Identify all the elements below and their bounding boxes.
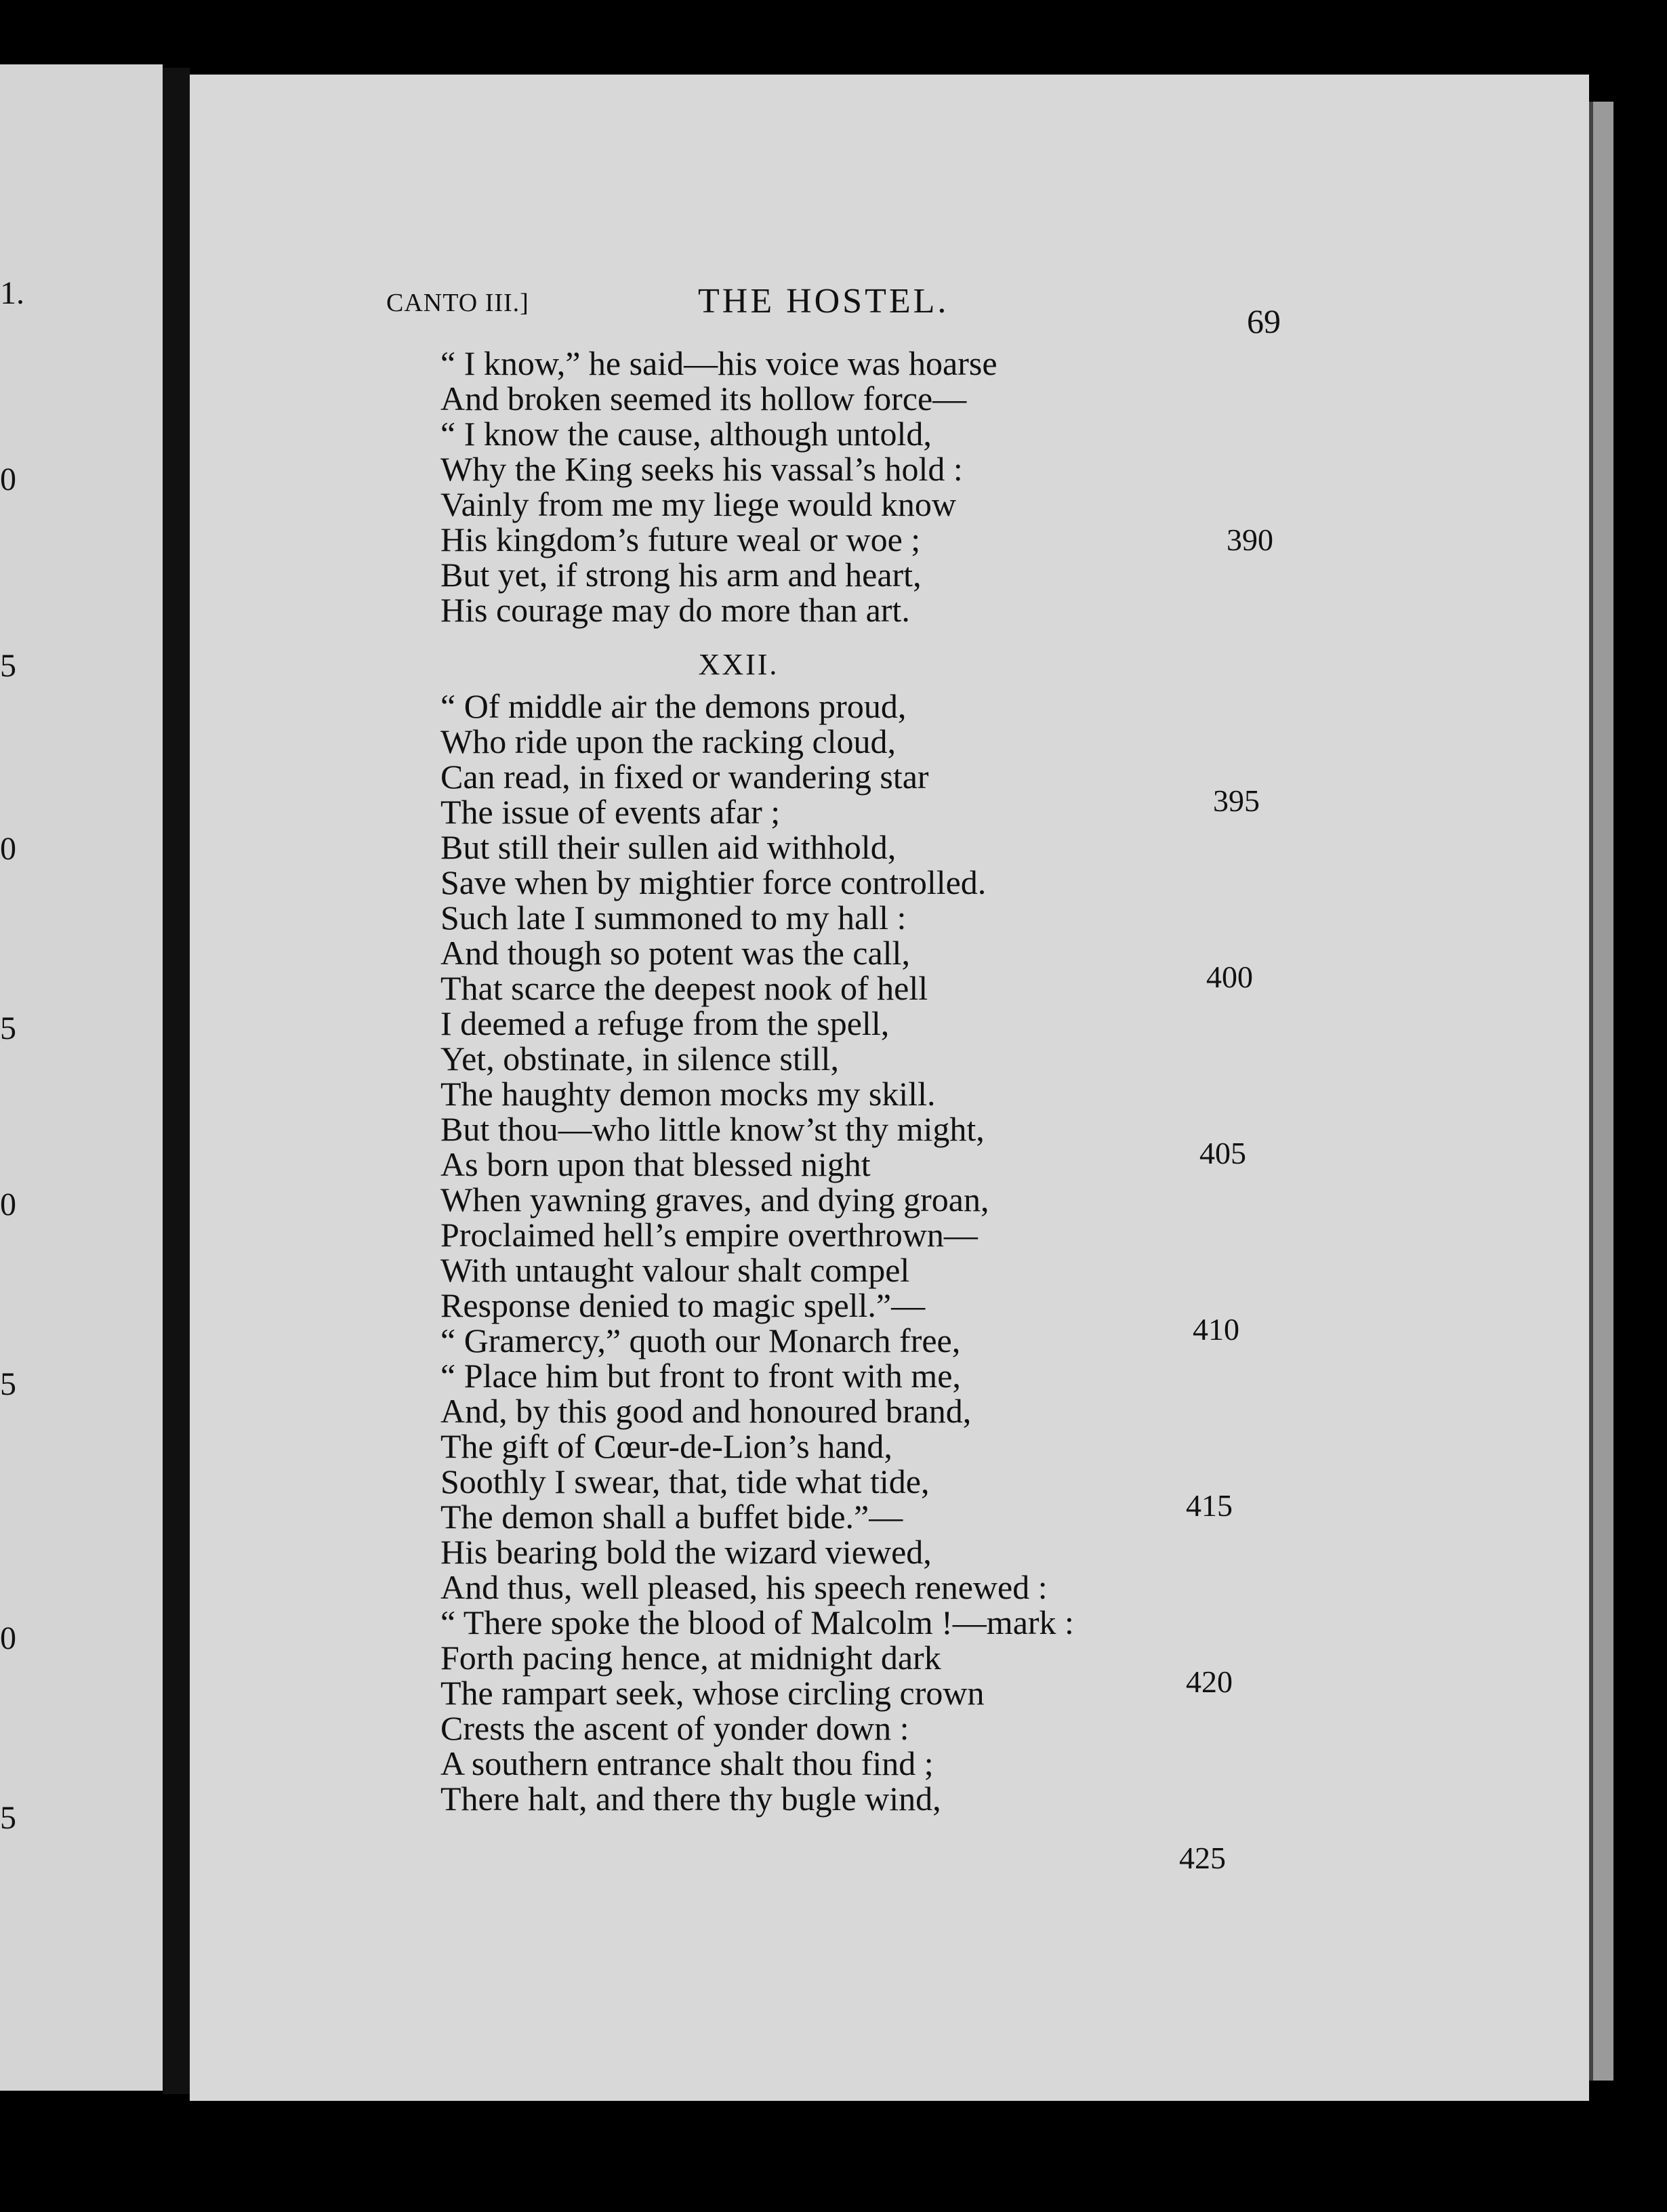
verse-line: That scarce the deepest nook of hell [440,969,928,1007]
prev-page-margin-text: 0 [0,462,16,497]
verse-line: “ There spoke the blood of Malcolm !—mark : [440,1603,1074,1641]
verse-line: His kingdom’s future weal or woe ; [440,520,921,558]
verse-line: The issue of events afar ; [440,793,781,831]
page-number: 69 [1247,302,1281,340]
line-number: 405 [1199,1136,1246,1170]
prev-page-margin-text: 0 [0,1187,16,1223]
verse-line: The haughty demon mocks my skill. [440,1075,936,1113]
canto-label: CANTO III.] [386,289,529,317]
verse-line: I deemed a refuge from the spell, [440,1004,890,1042]
verse-line: Save when by mightier force controlled. [440,863,987,901]
verse-line: Vainly from me my liege would know [440,485,956,523]
verse-line: Crests the ascent of yonder down : [440,1709,909,1747]
section-number: XXII. [698,648,779,681]
verse-text [440,346,1389,1816]
page-title: THE HOSTEL. [698,282,949,321]
line-number: 420 [1186,1664,1233,1699]
book-spine [163,68,190,2094]
verse-line: Response denied to magic spell.”— [440,1286,926,1324]
prev-page-margin-text: 0 [0,1620,16,1656]
verse-line: Such late I summoned to my hall : [440,899,907,937]
previous-page [0,64,163,2091]
verse-line: The gift of Cœur-de-Lion’s hand, [440,1427,892,1465]
verse-line: His bearing bold the wizard viewed, [440,1533,932,1571]
prev-page-margin-text: 0 [0,831,16,867]
prev-page-margin-text: 1. [0,275,24,311]
verse-line: Forth pacing hence, at midnight dark [440,1639,941,1677]
verse-line: And, by this good and honoured brand, [440,1392,972,1430]
verse-line: “ I know the cause, although untold, [440,415,932,453]
verse-line: As born upon that blessed night [440,1145,871,1183]
line-number: 425 [1179,1841,1226,1875]
verse-line: The demon shall a buffet bide.”— [440,1498,903,1536]
line-number: 395 [1213,783,1260,818]
verse-line: His courage may do more than art. [440,591,910,629]
verse-line: When yawning graves, and dying groan, [440,1181,989,1218]
prev-page-margin-text: 5 [0,1800,16,1836]
verse-line: But still their sullen aid withhold, [440,828,897,866]
verse-line: The rampart seek, whose circling crown [440,1674,985,1712]
line-number: 410 [1193,1312,1239,1347]
verse-line: “ Place him but front to front with me, [440,1357,961,1395]
verse-line: And broken seemed its hollow force— [440,380,967,417]
line-number: 400 [1206,960,1253,994]
verse-line: With untaught valour shalt compel [440,1251,910,1289]
verse-line: “ I know,” he said—his voice was hoarse [440,344,997,382]
verse-line: Proclaimed hell’s empire overthrown— [440,1216,978,1254]
verse-line: A southern entrance shalt thou find ; [440,1744,934,1782]
verse-line: But yet, if strong his arm and heart, [440,556,922,594]
prev-page-margin-text: 5 [0,1366,16,1402]
prev-page-margin-text: 5 [0,648,16,684]
verse-line: Who ride upon the racking cloud, [440,722,897,760]
verse-line: Can read, in fixed or wandering star [440,758,929,796]
verse-line: “ Of middle air the demons proud, [440,687,907,725]
verse-line: And thus, well pleased, his speech renewed : [440,1568,1048,1606]
verse-line: But thou—who little know’st thy might, [440,1110,985,1148]
verse-line: And though so potent was the call, [440,934,910,972]
verse-line: Why the King seeks his vassal’s hold : [440,450,963,488]
line-number: 415 [1186,1488,1233,1523]
verse-line: Soothly I swear, that, tide what tide, [440,1462,930,1500]
running-head [386,281,1349,340]
page-edge [1589,102,1613,2081]
verse-line: Yet, obstinate, in silence still, [440,1040,839,1078]
verse-line: There halt, and there thy bugle wind, [440,1780,941,1818]
line-number: 390 [1227,523,1273,557]
verse-line: “ Gramercy,” quoth our Monarch free, [440,1322,961,1359]
prev-page-margin-text: 5 [0,1010,16,1046]
